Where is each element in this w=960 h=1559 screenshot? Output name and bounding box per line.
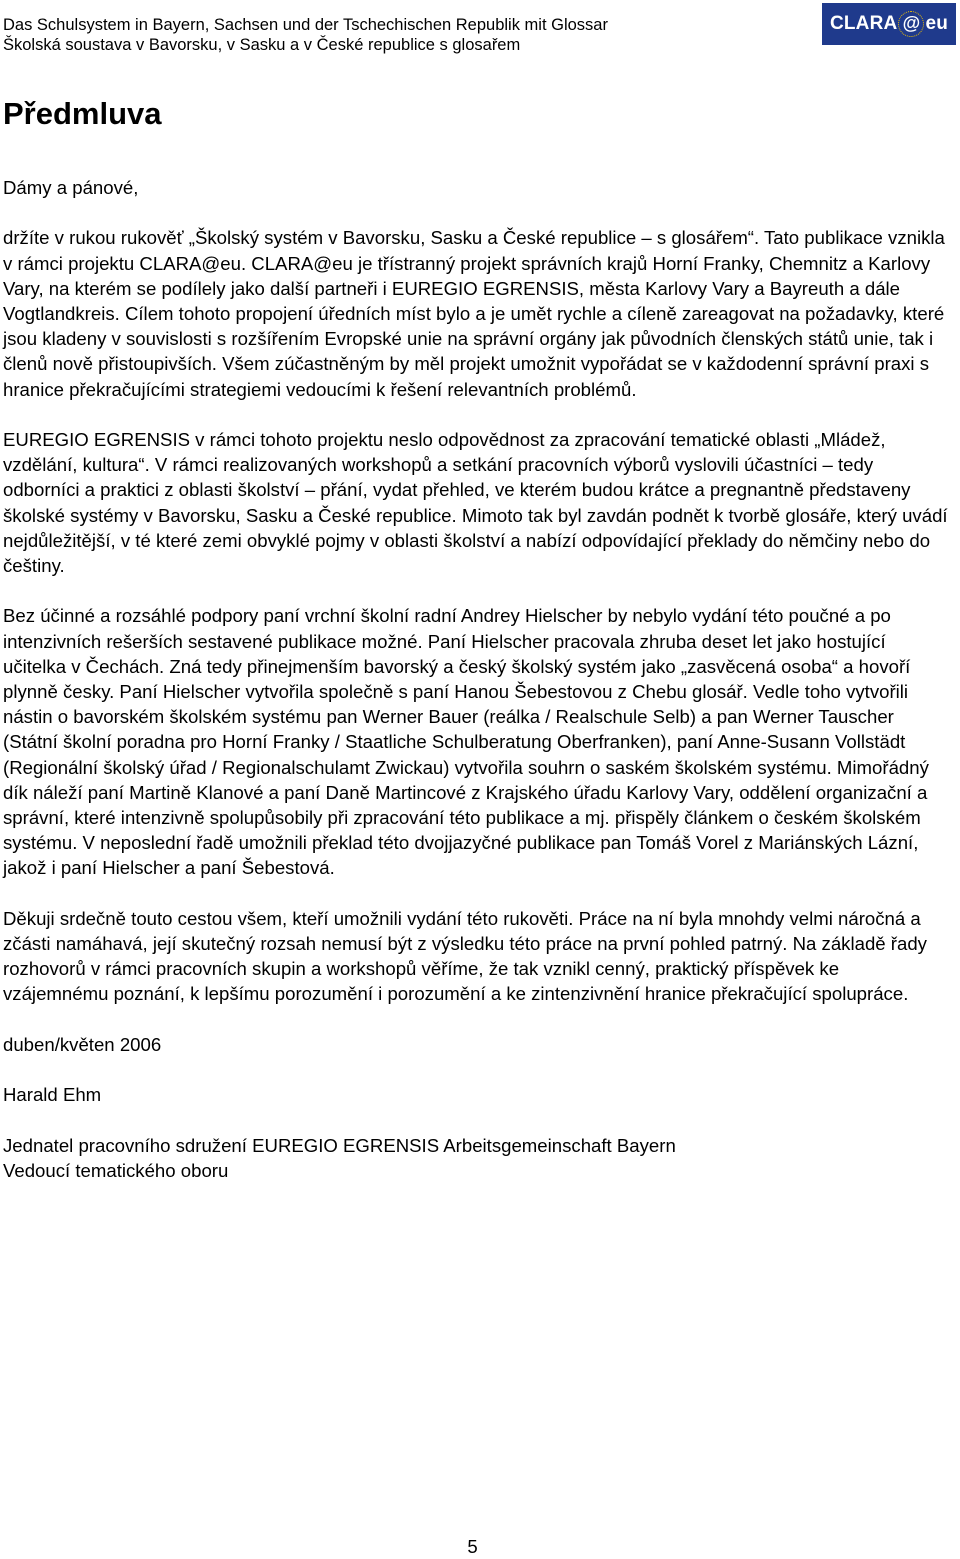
logo-text-left: CLARA bbox=[829, 13, 898, 34]
logo-text-right: eu bbox=[925, 13, 949, 34]
author-role-line2: Vedoucí tematického oboru bbox=[3, 1159, 229, 1181]
page-header bbox=[0, 0, 960, 60]
paragraph-intro: držíte v rukou rukověť „Školský systém v Bavorsku, Sasku a České republice – s glosářem“. Tato publikace vznikla v rámci projektu CLARA@eu. CLARA@eu je třístranný projekt správních krajů Horní Franky, Chemnitz a Karlovy Vary, na kterém se podílely jako další partneři i EUREGIO EGRENSIS, města Karlovy Vary a Bayreuth a dále Vogtlandkreis. Cílem tohoto propojení úředních míst bylo a je umět rychle a cíleně zareagovat na požadavky, které jsou kladeny v souvislosti s rozšířením Evropské unie na správní orgány jak původních členských států unie, tak i členů nově přistoupivších. Všem zúčastněným by měl projekt umožnit vypořádat se v každodenní správní praxi s hranice překračujícími strategiemi vedoucími k řešení relevantních problémů. bbox=[3, 227, 945, 400]
logo-at-icon: @ bbox=[898, 11, 924, 37]
date-line: duben/květen 2006 bbox=[3, 1033, 162, 1055]
clara-eu-logo bbox=[822, 3, 956, 45]
header-title-german: Das Schulsystem in Bayern, Sachsen und der Tschechischen Republik mit Glossar bbox=[3, 16, 608, 34]
paragraph-thanks: Děkuji srdečně touto cestou všem, kteří umožnili vydání této rukověti. Práce na ní byla mnohdy velmi náročná a zčásti namáhavá, její skutečný rozsah nemusí být z výsledku této práce na první pohled patrný. Na základě řady rozhovorů v rámci pracovních skupin a workshopů věříme, že tak vznikl cenný, praktický příspěvek ke vzájemnému poznání, k lepšímu porozumění i porozumění a ke zintenzivnění hranice překračující spolupráce. bbox=[3, 907, 927, 1005]
author-role-line1: Jednatel pracovního sdružení EUREGIO EGRENSIS Arbeitsgemeinschaft Bayern bbox=[3, 1134, 676, 1156]
author-name: Harald Ehm bbox=[3, 1084, 102, 1106]
page-title: Předmluva bbox=[3, 96, 162, 131]
document-body bbox=[3, 175, 948, 1183]
page-number: 5 bbox=[467, 1536, 478, 1557]
paragraph-acknowledgements: Bez účinné a rozsáhlé podpory paní vrchní školní radní Andrey Hielscher by nebylo vydání této poučné a po intenzivních rešerších sestavené publikace možné. Paní Hielscher pracovala zhruba deset let jako hostující učitelka v Čechách. Zná tedy přinejmenším bavorský a český školský systém jako „zasvěcená osoba“ a hovoří plynně česky. Paní Hielscher vytvořila společně s paní Hanou Šebestovou z Chebu glosář. Vedle toho vytvořili nástin o bavorském školském systému pan Werner Bauer (reálka / Realschule Selb) a pan Werner Tauscher (Státní školní poradna pro Horní Franky / Staatliche Schulberatung Oberfranken), paní Anne-Susann Vollstädt (Regionální školský úřad / Regionalschulamt Zwickau) vytvořila souhrn o saském školském systému. Mimořádný dík náleží paní Martině Klanové a paní Daně Martincové z Krajského úřadu Karlovy Vary, oddělení organizační a správní, které intenzivně spolupůsobily při zpracování této publikace a mj. přispěly článkem o českém školském systému. V neposlední řadě umožnili překlad této dvojjazyčné publikace pan Tomáš Vorel z Mariánských Lázní, jakož i paní Hielscher a paní Šebestová. bbox=[3, 605, 929, 879]
author-role bbox=[3, 1133, 948, 1183]
paragraph-euregio: EUREGIO EGRENSIS v rámci tohoto projektu neslo odpovědnost za zpracování tematické oblasti „Mládež, vzdělání, kultura“. V rámci realizovaných workshopů a setkání pracovních výborů vyslovili účastníci – tedy odborníci a praktici z oblasti školství – přání, vydat přehled, ve kterém budou krátce a pregnantně představeny školské systémy v Bavorsku, Sasku a České republice. Mimoto tak byl zavdán podnět k tvorbě glosáře, který uvádí nejdůležitější, v té které zemi obvyklé pojmy v oblasti školství a nabízí odpovídající překlady do němčiny nebo do češtiny. bbox=[3, 429, 948, 577]
header-title-czech: Školská soustava v Bavorsku, v Sasku a v České republice s glosařem bbox=[3, 36, 521, 54]
salutation: Dámy a pánové, bbox=[3, 177, 139, 198]
